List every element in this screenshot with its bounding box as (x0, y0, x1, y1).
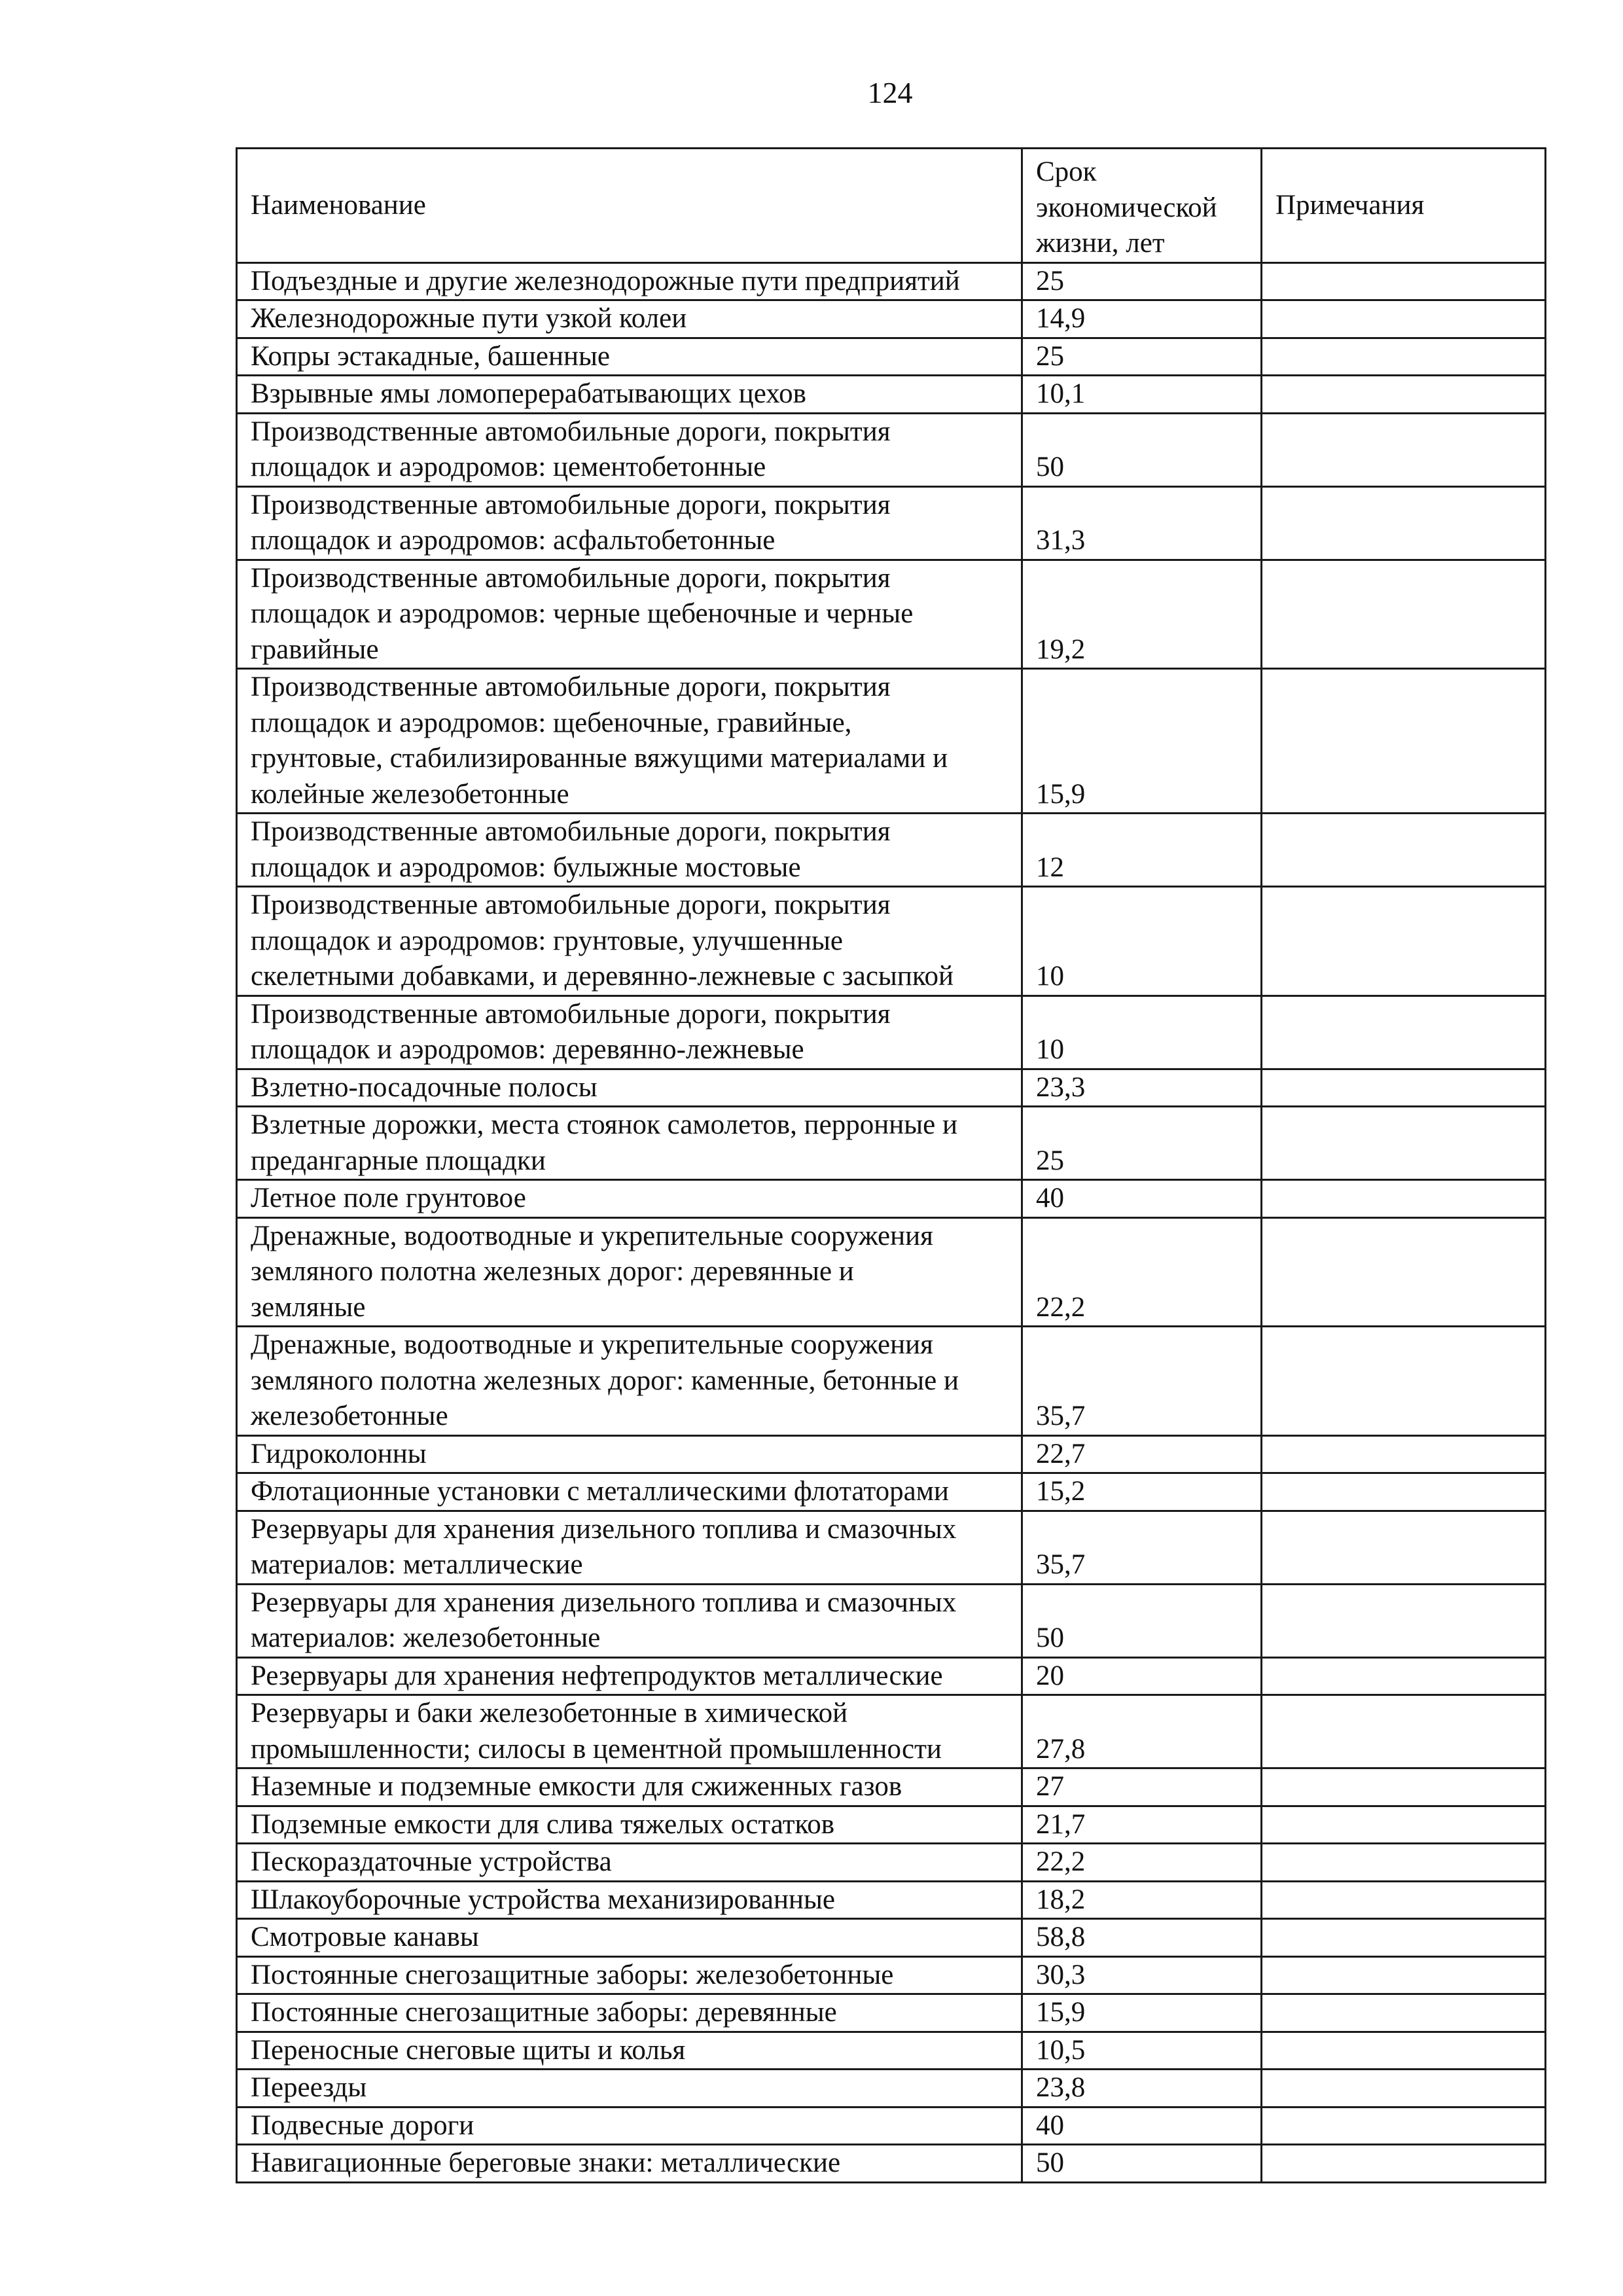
cell-note (1262, 1069, 1546, 1107)
cell-economic-life: 10 (1022, 996, 1262, 1069)
cell-name: Взрывные ямы ломоперерабатывающих цехов (237, 376, 1022, 414)
cell-note (1262, 1657, 1546, 1695)
table-row (237, 887, 1546, 996)
cell-note (1262, 996, 1546, 1069)
cell-economic-life: 25 (1022, 262, 1262, 300)
cell-note (1262, 1768, 1546, 1806)
cell-note (1262, 1107, 1546, 1180)
table-row (237, 2107, 1546, 2145)
cell-economic-life: 22,2 (1022, 1844, 1262, 1882)
cell-note (1262, 814, 1546, 887)
cell-economic-life: 35,7 (1022, 1511, 1262, 1584)
cell-note (1262, 560, 1546, 669)
cell-economic-life: 14,9 (1022, 300, 1262, 338)
header-notes: Примечания (1262, 149, 1546, 263)
table-row (237, 1473, 1546, 1511)
cell-note (1262, 2070, 1546, 2108)
cell-economic-life: 23,3 (1022, 1069, 1262, 1107)
table-row (237, 1584, 1546, 1657)
table-row (237, 1069, 1546, 1107)
table-row (237, 1107, 1546, 1180)
cell-note (1262, 486, 1546, 560)
table-row (237, 338, 1546, 376)
table-row (237, 1806, 1546, 1844)
cell-name: Производственные автомобильные дороги, покрытия площадок и аэродромов: асфальтобетонные (237, 486, 1022, 560)
table-row (237, 2070, 1546, 2108)
table-row (237, 814, 1546, 887)
table-row (237, 1994, 1546, 2032)
cell-economic-life: 30,3 (1022, 1956, 1262, 1994)
cell-economic-life: 58,8 (1022, 1919, 1262, 1957)
cell-economic-life: 40 (1022, 2107, 1262, 2145)
cell-name: Шлакоуборочные устройства механизированные (237, 1881, 1022, 1919)
cell-name: Резервуары для хранения дизельного топлива и смазочных материалов: железобетонные (237, 1584, 1022, 1657)
cell-economic-life: 20 (1022, 1657, 1262, 1695)
cell-economic-life: 18,2 (1022, 1881, 1262, 1919)
cell-note (1262, 887, 1546, 996)
cell-note (1262, 1435, 1546, 1473)
cell-economic-life: 15,9 (1022, 669, 1262, 814)
table-row (237, 1511, 1546, 1584)
cell-name: Дренажные, водоотводные и укрепительные сооружения земляного полотна железных дорог: деревянные и земляные (237, 1217, 1022, 1327)
cell-economic-life: 35,7 (1022, 1327, 1262, 1436)
cell-economic-life: 15,2 (1022, 1473, 1262, 1511)
cell-economic-life: 50 (1022, 413, 1262, 486)
cell-economic-life: 25 (1022, 1107, 1262, 1180)
table-row (237, 376, 1546, 414)
table-body (237, 262, 1546, 2182)
cell-name: Производственные автомобильные дороги, покрытия площадок и аэродромов: грунтовые, улучшенные скелетными добавками, и деревянно-лежневые с засыпкой (237, 887, 1022, 996)
table-row (237, 2032, 1546, 2070)
header-economic-life: Срок экономической жизни, лет (1022, 149, 1262, 263)
cell-name: Гидроколонны (237, 1435, 1022, 1473)
cell-economic-life: 40 (1022, 1180, 1262, 1218)
cell-note (1262, 1327, 1546, 1436)
cell-economic-life: 21,7 (1022, 1806, 1262, 1844)
cell-note (1262, 1473, 1546, 1511)
cell-economic-life: 25 (1022, 338, 1262, 376)
cell-name: Переносные снеговые щиты и колья (237, 2032, 1022, 2070)
cell-name: Взлетные дорожки, места стоянок самолетов, перронные и предангарные площадки (237, 1107, 1022, 1180)
table-row (237, 1327, 1546, 1436)
cell-note (1262, 413, 1546, 486)
cell-name: Производственные автомобильные дороги, покрытия площадок и аэродромов: щебеночные, гравийные, грунтовые, стабилизированные вяжущими материалами и колейные железобетонные (237, 669, 1022, 814)
cell-economic-life: 22,7 (1022, 1435, 1262, 1473)
cell-note (1262, 1881, 1546, 1919)
cell-name: Резервуары для хранения нефтепродуктов металлические (237, 1657, 1022, 1695)
cell-name: Резервуары для хранения дизельного топлива и смазочных материалов: металлические (237, 1511, 1022, 1584)
cell-name: Дренажные, водоотводные и укрепительные сооружения земляного полотна железных дорог: каменные, бетонные и железобетонные (237, 1327, 1022, 1436)
cell-note (1262, 2032, 1546, 2070)
cell-note (1262, 2107, 1546, 2145)
cell-economic-life: 10 (1022, 887, 1262, 996)
cell-name: Постоянные снегозащитные заборы: железобетонные (237, 1956, 1022, 1994)
cell-economic-life: 27 (1022, 1768, 1262, 1806)
economic-life-table (236, 147, 1546, 2183)
cell-economic-life: 27,8 (1022, 1695, 1262, 1768)
cell-name: Постоянные снегозащитные заборы: деревянные (237, 1994, 1022, 2032)
cell-name: Подвесные дороги (237, 2107, 1022, 2145)
table-row (237, 1217, 1546, 1327)
cell-name: Взлетно-посадочные полосы (237, 1069, 1022, 1107)
cell-economic-life: 10,1 (1022, 376, 1262, 414)
cell-note (1262, 1919, 1546, 1957)
header-name: Наименование (237, 149, 1022, 263)
cell-note (1262, 1584, 1546, 1657)
table-row (237, 486, 1546, 560)
cell-economic-life: 19,2 (1022, 560, 1262, 669)
cell-name: Переезды (237, 2070, 1022, 2108)
cell-note (1262, 1180, 1546, 1218)
cell-name: Подъездные и другие железнодорожные пути предприятий (237, 262, 1022, 300)
table-row (237, 300, 1546, 338)
table-row (237, 1919, 1546, 1957)
cell-economic-life: 50 (1022, 1584, 1262, 1657)
cell-name: Производственные автомобильные дороги, покрытия площадок и аэродромов: черные щебеночные и черные гравийные (237, 560, 1022, 669)
cell-economic-life: 23,8 (1022, 2070, 1262, 2108)
table-row (237, 1695, 1546, 1768)
cell-economic-life: 22,2 (1022, 1217, 1262, 1327)
cell-name: Железнодорожные пути узкой колеи (237, 300, 1022, 338)
table-row (237, 1844, 1546, 1882)
cell-name: Навигационные береговые знаки: металлические (237, 2145, 1022, 2183)
cell-note (1262, 669, 1546, 814)
table-row (237, 996, 1546, 1069)
cell-note (1262, 338, 1546, 376)
cell-economic-life: 31,3 (1022, 486, 1262, 560)
table-row (237, 1881, 1546, 1919)
table-row (237, 1657, 1546, 1695)
table-row (237, 1768, 1546, 1806)
cell-note (1262, 1806, 1546, 1844)
table-header-row (237, 149, 1546, 263)
cell-note (1262, 1844, 1546, 1882)
cell-name: Копры эстакадные, башенные (237, 338, 1022, 376)
table-row (237, 413, 1546, 486)
cell-economic-life: 12 (1022, 814, 1262, 887)
cell-name: Наземные и подземные емкости для сжиженных газов (237, 1768, 1022, 1806)
table-row (237, 1435, 1546, 1473)
cell-economic-life: 15,9 (1022, 1994, 1262, 2032)
table-row (237, 560, 1546, 669)
table-row (237, 2145, 1546, 2183)
cell-note (1262, 1695, 1546, 1768)
cell-note (1262, 1217, 1546, 1327)
table-row (237, 669, 1546, 814)
cell-note (1262, 2145, 1546, 2183)
cell-note (1262, 1511, 1546, 1584)
cell-name: Резервуары и баки железобетонные в химической промышленности; силосы в цементной промышленности (237, 1695, 1022, 1768)
cell-name: Смотровые канавы (237, 1919, 1022, 1957)
cell-note (1262, 1956, 1546, 1994)
cell-economic-life: 10,5 (1022, 2032, 1262, 2070)
table-row (237, 1180, 1546, 1218)
cell-name: Производственные автомобильные дороги, покрытия площадок и аэродромов: цементобетонные (237, 413, 1022, 486)
page-number: 124 (867, 76, 913, 109)
cell-note (1262, 1994, 1546, 2032)
cell-name: Производственные автомобильные дороги, покрытия площадок и аэродромов: деревянно-лежневые (237, 996, 1022, 1069)
cell-note (1262, 376, 1546, 414)
cell-name: Флотационные установки с металлическими флотаторами (237, 1473, 1022, 1511)
cell-note (1262, 300, 1546, 338)
cell-economic-life: 50 (1022, 2145, 1262, 2183)
cell-name: Пескораздаточные устройства (237, 1844, 1022, 1882)
cell-name: Производственные автомобильные дороги, покрытия площадок и аэродромов: булыжные мостовые (237, 814, 1022, 887)
table-row (237, 1956, 1546, 1994)
cell-note (1262, 262, 1546, 300)
table-row (237, 262, 1546, 300)
cell-name: Подземные емкости для слива тяжелых остатков (237, 1806, 1022, 1844)
cell-name: Летное поле грунтовое (237, 1180, 1022, 1218)
